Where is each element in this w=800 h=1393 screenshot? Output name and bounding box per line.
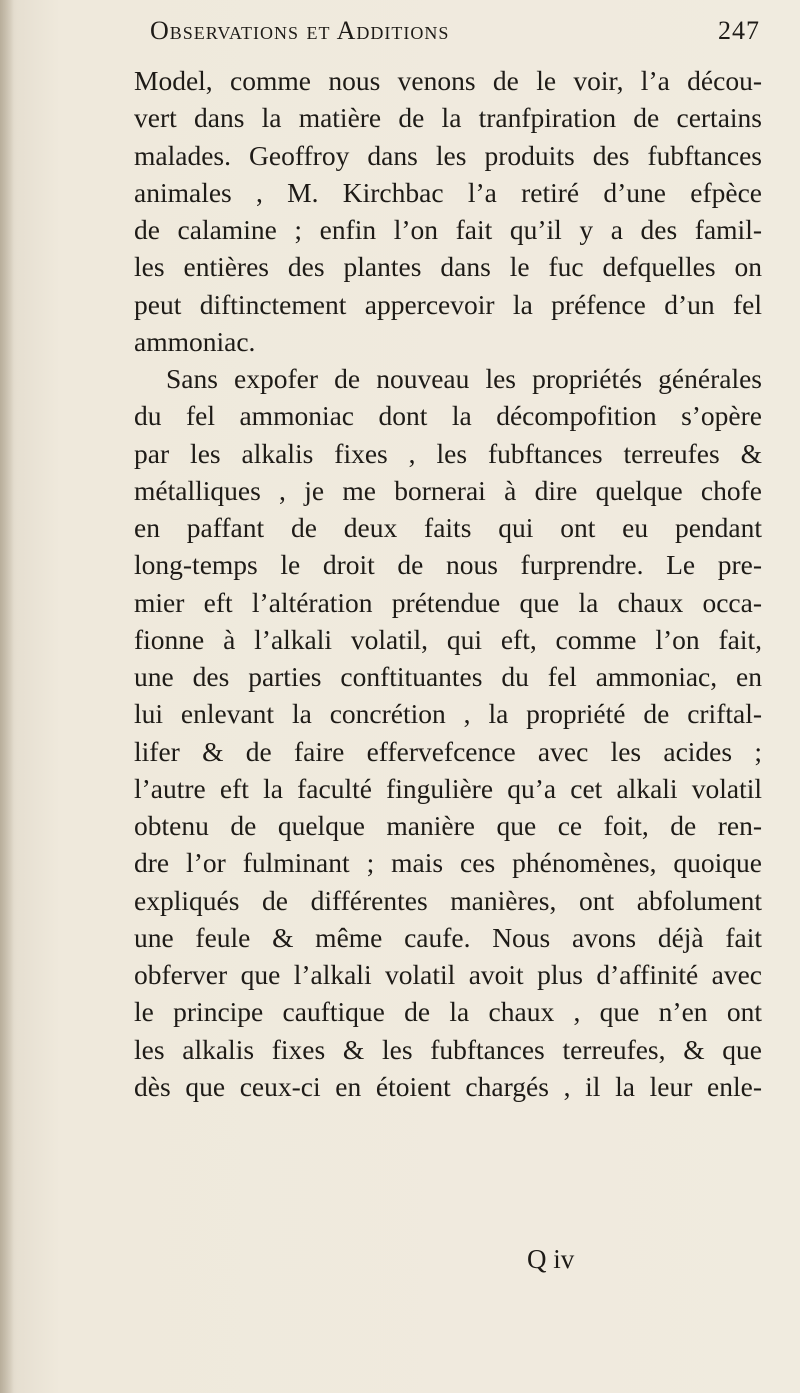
text-line: animales , M. Kirchbac l’a retiré d’une efpèce <box>134 176 762 208</box>
text-line: lui enlevant la concrétion , la propriété de criftal- <box>134 698 762 730</box>
text-line: l’autre eft la faculté fingulière qu’a cet alkali volatil <box>134 772 762 804</box>
text-line: en paffant de deux faits qui ont eu pendant <box>134 512 762 543</box>
text-line: expliqués de différentes manières, ont abfolument <box>134 884 762 916</box>
text-line: peut diftinctement appercevoir la préfence d’un fel <box>134 288 762 320</box>
text-line: long-temps le droit de nous furprendre. Le pre- <box>134 549 762 581</box>
text-line: par les alkalis fixes , les fubftances terreufes & <box>134 437 762 469</box>
text-line: lifer & de faire effervefcence avec les acides ; <box>134 735 762 767</box>
text-line: obtenu de quelque manière que ce foit, de ren- <box>134 810 762 841</box>
text-line: une des parties conftituantes du fel ammoniac, en <box>134 661 762 692</box>
text-line: ammoniac. <box>134 325 256 357</box>
text-line: fionne à l’alkali volatil, qui eft, comme l’on fait, <box>134 623 762 655</box>
text-line: métalliques , je me bornerai à dire quelque chofe <box>134 474 762 506</box>
page-number: 247 <box>718 16 760 45</box>
text-line: du fel ammoniac dont la décompofition s’opère <box>134 400 762 432</box>
body-text <box>134 62 762 1105</box>
text-line: Sans expofer de nouveau les propriétés générales <box>166 363 762 394</box>
text-line: obferver que l’alkali volatil avoit plus d’affinité avec <box>134 959 762 990</box>
text-line: le principe cauftique de la chaux , que n’en ont <box>134 996 762 1028</box>
text-line: vert dans la matière de la tranfpiration de certains <box>134 102 762 134</box>
text-line: de calamine ; enfin l’on fait qu’il y a des famil- <box>134 214 762 245</box>
running-head <box>150 16 760 60</box>
text-line: Model, comme nous venons de le voir, l’a décou- <box>134 65 762 96</box>
text-line: malades. Geoffroy dans les produits des fubftances <box>134 139 762 171</box>
text-line: les entières des plantes dans le fuc defquelles on <box>134 251 762 283</box>
text-line: dès que ceux-ci en étoient chargés , il la leur enle- <box>134 1070 762 1102</box>
text-line: mier eft l’altération prétendue que la chaux occa- <box>134 586 762 618</box>
gutter-shadow <box>0 0 14 1393</box>
text-line: dre l’or fulminant ; mais ces phénomènes, quoique <box>134 847 762 879</box>
text-line: les alkalis fixes & les fubftances terreufes, & que <box>134 1033 762 1065</box>
running-title: Observations et Additions <box>150 16 450 45</box>
signature-mark: Q iv <box>527 1244 575 1274</box>
text-line: une feule & même caufe. Nous avons déjà fait <box>134 921 762 953</box>
